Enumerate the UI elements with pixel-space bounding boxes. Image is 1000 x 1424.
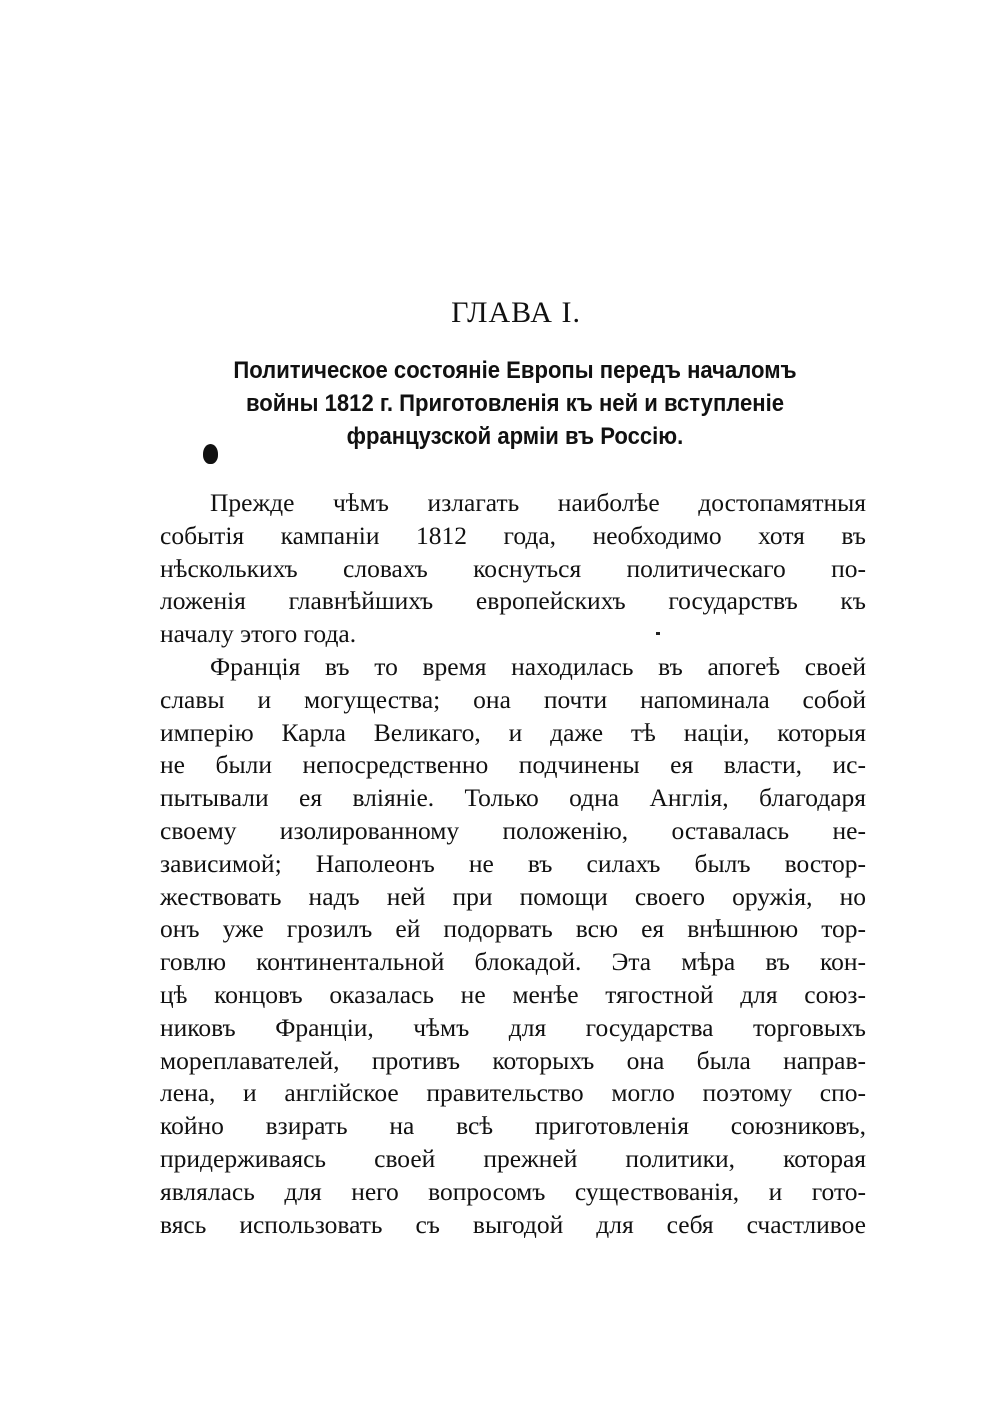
text-line: славы и могущества; она почти напоминала собой bbox=[160, 684, 866, 714]
text-line: жествовать надъ ней при помощи своего оружiя, но bbox=[160, 881, 866, 911]
text-line: ложенiя главнѣйшихъ европейскихъ государствъ къ bbox=[160, 586, 866, 616]
text-line: говлю континентальной блокадой. Эта мѣра въ кон- bbox=[160, 947, 866, 977]
chapter-title-line: французской армiи въ Россiю. bbox=[346, 423, 684, 450]
text-line: вясь использовать съ выгодой для себя счастливое bbox=[160, 1209, 866, 1239]
ink-blot bbox=[203, 444, 218, 464]
chapter-title-line: войны 1812 г. Приготовленiя къ ней и вступленiе bbox=[245, 390, 785, 417]
text-line: являлась для него вопросомъ существованiя, и гото- bbox=[160, 1176, 866, 1206]
text-line: койно взирать на всѣ приготовленiя союзниковъ, bbox=[160, 1111, 866, 1141]
text-line: пытывали ея влiянiе. Только одна Англiя, благодаря bbox=[160, 783, 866, 813]
text-line: онъ уже грозилъ ей подорвать всю ея внѣшнюю тор- bbox=[160, 914, 866, 944]
chapter-heading: ГЛАВА I. bbox=[451, 296, 581, 329]
text-line: придерживаясь своей прежней политики, которая bbox=[160, 1143, 866, 1173]
text-line: лена, и англiйское правительство могло поэтому спо- bbox=[160, 1078, 866, 1108]
text-line: зависимой; Наполеонъ не въ силахъ былъ востор- bbox=[160, 848, 866, 878]
text-line: мореплавателей, противъ которыхъ она была направ- bbox=[160, 1045, 866, 1075]
text-line: никовъ Францiи, чѣмъ для государства торговыхъ bbox=[160, 1012, 866, 1042]
chapter-title bbox=[216, 354, 814, 453]
text-line: нѣсколькихъ словахъ коснуться политическаго по- bbox=[160, 553, 866, 583]
body-text bbox=[160, 487, 866, 1241]
text-line: не были непосредственно подчинены ея власти, ис- bbox=[160, 750, 866, 780]
text-line: своему изолированному положенiю, оставалась не- bbox=[160, 815, 866, 845]
text-line: имперiю Карла Великаго, и даже тѣ нацiи, которыя bbox=[160, 717, 866, 747]
text-line: Прежде чѣмъ излагать наиболѣе достопамятныя bbox=[210, 488, 866, 517]
text-line: событiя кампанiи 1812 года, необходимо хотя въ bbox=[160, 520, 866, 550]
text-line: Францiя въ то время находилась въ апогеѣ своей bbox=[210, 651, 866, 681]
text-line: цѣ концовъ оказалась не менѣе тягостной для союз- bbox=[160, 979, 866, 1009]
chapter-title-line: Политическое состоянiе Европы передъ началомъ bbox=[233, 357, 797, 384]
text-line: началу этого года. bbox=[160, 619, 357, 649]
